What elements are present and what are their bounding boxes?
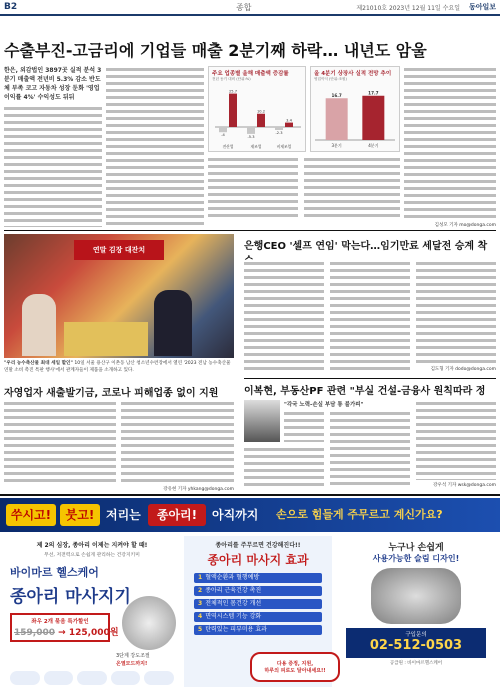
price-old: 159,000 — [14, 628, 55, 638]
chart1-bar — [275, 127, 283, 130]
chart1-data-label: 10.2 — [256, 109, 266, 114]
price-prefix: 좌우 2개 묶음 특가할인 — [31, 619, 89, 625]
feature-item — [194, 612, 322, 622]
chart2-data-label: 16.7 — [331, 92, 342, 98]
feature-circle-icon — [111, 671, 141, 685]
story3-body-col1 — [244, 260, 324, 372]
story3-headline: 은행CEO '셀프 연임' 막는다…임기만료 세달전 승계 착 — [244, 241, 488, 252]
feature-number: 4 — [198, 613, 203, 620]
chart1-subtitle: 전년 동기 대비 (단위:%) — [212, 77, 251, 81]
chart1-data-label: -5.3 — [247, 134, 255, 139]
feature-label: 혈액순환과 혈행예방 — [205, 574, 260, 581]
product-tag: 3단계 강도조절 — [116, 653, 150, 659]
price-box — [10, 613, 119, 642]
section-category: 종합 — [236, 3, 252, 12]
person-figure — [22, 294, 56, 356]
chart1-plot — [209, 82, 305, 150]
ad-banner-word: 쑤시고! — [6, 504, 56, 526]
ad-right-sub: 사용가능한 슬림 디자인! — [372, 554, 460, 563]
chart1-bar — [247, 127, 255, 134]
ad-mid-title: 종아리 마사지 효과 — [207, 553, 309, 567]
phone-box — [346, 628, 486, 658]
story4-headline: 이복현, 부동산PF 관련 "부실 건설-금융사 원칙따라 정 — [244, 386, 486, 397]
story4-subhead: "각국 노력-손실 부담 통 불가피" — [284, 402, 364, 408]
ad-mid-top: 종아리를 주무르면 건강해진다!! — [215, 542, 301, 549]
feature-number: 3 — [198, 600, 203, 607]
ad-banner-word: 저리는 — [106, 508, 141, 522]
story1-body-col5 — [404, 66, 496, 220]
feature-number: 1 — [198, 574, 203, 581]
chart1-category-label: 제조업 — [250, 144, 262, 149]
ad-left-sub: 무선, 저전력으로 손쉽게 관리하는 건강지키미 — [44, 553, 140, 558]
feature-item — [194, 599, 322, 609]
product-name: 종아리 마사지기 — [10, 587, 131, 607]
feature-label: 전체적인 몸건강 개선 — [205, 600, 262, 607]
phone-label: 구입문의 — [405, 632, 427, 638]
chart1-data-label: 3.4 — [286, 118, 292, 123]
ad-bubble: 다용 증정, 지원, 하루의 피로도 달아내세요!! — [250, 652, 340, 682]
chart1-bar — [229, 94, 237, 127]
section-number: B2 — [4, 2, 18, 12]
chart1-category-label: 비제조업 — [276, 144, 292, 149]
story1-headline: 수출부진-고금리에 기업들 매출 2분기째 하락… 내년도 암울 — [4, 41, 427, 60]
ad-left-top: 제 2의 심장, 종아리 이제는 지켜야 할 때! — [36, 542, 148, 549]
chart1-bar — [285, 123, 293, 127]
story1-body-col4 — [304, 156, 400, 220]
chart2-category-label: 3분기 — [331, 143, 342, 148]
story1-body-col3 — [208, 156, 298, 220]
price-arrow: → — [58, 628, 66, 638]
product-brand: 바이마르 헬스케어 — [10, 566, 99, 579]
chart2-data-label: 17.7 — [368, 90, 379, 96]
story2-body-col2 — [121, 400, 234, 484]
product-tag: 온열모드까지! — [116, 661, 148, 667]
story2-headline: 자영업자 새출발기금, 코로나 피해업종 없이 지원 — [4, 388, 219, 399]
chart2-category-label: 4분기 — [368, 143, 379, 148]
ad-banner-word: 붓고! — [60, 504, 100, 526]
story3-body-col2 — [330, 260, 410, 372]
ad-banner — [0, 498, 500, 532]
phone-note: 공급원 : 바이마르헬스케어 — [389, 661, 443, 666]
photo-caption-head: "우리 농수축산물 최대 세일 할인" — [4, 361, 73, 366]
chart2-box — [310, 66, 400, 152]
story4-body-col3 — [416, 400, 496, 480]
story3-body-col3 — [416, 260, 496, 364]
feature-label: 면역시스템 기능 강화 — [205, 613, 262, 620]
chart1-box — [208, 66, 306, 152]
ad-right-title: 누구나 손쉽게 — [388, 543, 444, 553]
story4-byline: 강우석 기자 wsk@donga.com — [433, 483, 496, 488]
feature-circle-icon — [44, 671, 74, 685]
chart2-title: 올 4분기 상장사 실적 전망 추이 — [314, 71, 392, 77]
ad-banner-slogan: 손으로 힘들게 주무르고 계신가요? — [276, 508, 443, 521]
story4-body-col2 — [330, 410, 410, 488]
portrait-photo — [244, 400, 280, 442]
leg-product-image — [371, 568, 461, 624]
story1-body-col2 — [106, 66, 204, 227]
issue-meta: 제21010호 2023년 12월 11일 수요일 — [356, 5, 460, 12]
chart1-title: 주요 업종별 올해 매출액 증감률 — [212, 71, 289, 77]
market-photo — [4, 234, 234, 358]
feature-circle-icon — [144, 671, 174, 685]
chart2-bar — [326, 98, 348, 140]
page-header — [0, 0, 500, 16]
chart2-plot — [311, 82, 399, 150]
price-new: 125,000원 — [68, 628, 119, 638]
feature-circle-icon — [10, 671, 40, 685]
story1-body-col1 — [4, 105, 102, 227]
chart1-bar — [219, 127, 227, 132]
story2-body-col1 — [4, 400, 116, 484]
feature-item — [194, 586, 322, 596]
story4-body-col1a — [284, 410, 324, 442]
feature-circle-icon — [77, 671, 107, 685]
ad-divider — [0, 494, 500, 496]
chart1-category-label: 전산업 — [222, 144, 234, 149]
photo-caption — [4, 361, 234, 375]
ad-right-panel — [336, 536, 496, 687]
chart1-bar — [257, 114, 265, 127]
ad-left-panel — [4, 536, 180, 687]
feature-item — [194, 573, 322, 583]
story4-body-col1 — [244, 446, 324, 488]
chart1-data-label: -2.3 — [275, 130, 283, 135]
feature-number: 5 — [198, 626, 203, 633]
feature-number: 2 — [198, 587, 203, 594]
feature-list — [184, 573, 332, 635]
product-image — [122, 596, 176, 650]
divider — [4, 230, 496, 231]
price-line — [14, 625, 119, 638]
feature-label: 종아리 근육건강 촉진 — [205, 587, 262, 594]
divider — [244, 378, 496, 379]
photo-caption-text: 10일 서울 용산구 이촌동 남산 청소년수련장에서 열린 '2023 전남 농수축산물 연말 소비 촉진 특판 행사'에서 관계자들이 제품을 소개하고 있다. — [4, 361, 231, 373]
phone-number[interactable]: 02-512-0503 — [369, 638, 463, 653]
chart1-data-label: 25.7 — [228, 89, 238, 94]
ad-banner-word: 종아리! — [148, 504, 206, 526]
person-figure — [154, 290, 192, 356]
chart2-subtitle: 영업이익 (단위:조원) — [314, 77, 347, 81]
chart2-bar — [362, 96, 384, 140]
newspaper-logo: 동아일보 — [468, 3, 496, 11]
ad-banner-word: 아직까지 — [212, 508, 259, 522]
story1-lead: 한은, 외감법인 3897곳 실적 분석 3분기 매출액 전년비 5.3% 감소 반도체 부족 코고 자동차 성장 둔화 '영업이익률 4%' 수익성도 뒤뒤 — [4, 67, 102, 101]
feature-item — [194, 625, 322, 635]
feature-icons-row — [10, 671, 174, 685]
story1-byline: 김성모 기자 mo@donga.com — [434, 223, 496, 228]
produce-display — [64, 322, 148, 356]
photo-sign: 연말 김장 대잔치 — [74, 240, 164, 260]
story3-byline: 김도형 기자 dodo@donga.com — [430, 367, 496, 372]
feature-label: 탄력있는 피부미용 효과 — [205, 626, 267, 633]
story2-byline: 강유현 기자 yhkang@donga.com — [163, 487, 234, 492]
chart1-data-label: -4 — [221, 133, 225, 138]
